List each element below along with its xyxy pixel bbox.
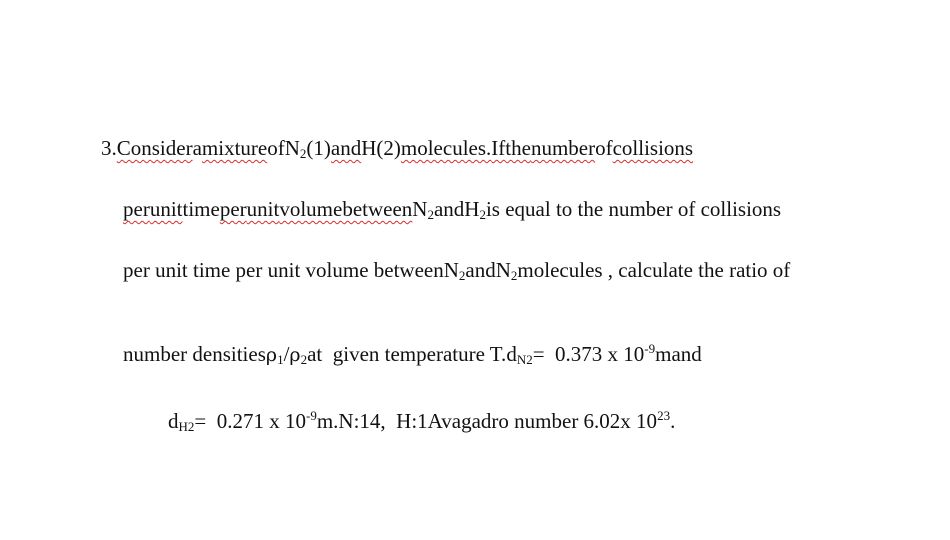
word-of: of bbox=[267, 136, 285, 160]
separator-dot: . bbox=[333, 409, 339, 433]
word-consider: Consider bbox=[116, 136, 193, 160]
word-and: and bbox=[433, 197, 465, 221]
line4-text-b: at given temperature T. bbox=[307, 342, 507, 366]
line4-text-a: number densities bbox=[123, 342, 266, 366]
formula-h2: $H_2$ bbox=[464, 197, 486, 222]
rho-2: $\rho_2$ bbox=[289, 344, 308, 367]
formula-n2: $N_2$ bbox=[412, 197, 434, 222]
word-between: between bbox=[342, 197, 413, 221]
question-line-3 bbox=[102, 231, 790, 309]
formula-n2: $N_2$ bbox=[443, 258, 466, 283]
word-molecules: molecules. bbox=[400, 136, 492, 160]
formula-h2: H(2) bbox=[361, 136, 401, 160]
line3-text-b: molecules , calculate the ratio of bbox=[517, 258, 791, 282]
word-if: If bbox=[491, 136, 506, 160]
rho-1: $\rho_1$ bbox=[265, 344, 284, 367]
word-and: and bbox=[330, 136, 362, 160]
diameter-h2: $d_{H2}$ bbox=[168, 409, 195, 434]
diameter-n2: $d_{N2}$ bbox=[506, 342, 533, 367]
word-collisions: collisions bbox=[612, 136, 694, 160]
word-unit: unit bbox=[149, 197, 183, 221]
word-the: the bbox=[505, 136, 531, 160]
word-unit-2: unit bbox=[246, 197, 280, 221]
line3-text-a: per unit time per unit volume between bbox=[123, 258, 444, 282]
word-number: number bbox=[530, 136, 596, 160]
ratio-slash: / bbox=[283, 342, 290, 366]
word-time: time bbox=[182, 197, 220, 221]
word-a: a bbox=[192, 136, 202, 160]
word-per: per bbox=[123, 197, 150, 221]
diameter-n2-value: = 0.373 x $10^{-9}m$ bbox=[532, 341, 672, 366]
word-per-2: per bbox=[219, 197, 247, 221]
word-and: and bbox=[671, 342, 702, 366]
question-number: 3. bbox=[101, 136, 117, 160]
question-line-5 bbox=[147, 382, 675, 460]
word-and: and bbox=[465, 258, 496, 282]
word-mixture: mixture bbox=[201, 136, 268, 160]
word-of-2: of bbox=[595, 136, 613, 160]
line2-rest: is equal to the number of collisions bbox=[485, 197, 782, 221]
avogadro-number: Avagadro number 6.02x $10^{23}$. bbox=[427, 408, 676, 433]
word-volume: volume bbox=[279, 197, 343, 221]
diameter-h2-value: = 0.271 x $10^{-9}m$ bbox=[194, 408, 334, 433]
atomic-masses: N:14, H:1 bbox=[338, 409, 428, 433]
label-1: (1) bbox=[306, 136, 331, 160]
formula-n2-second: $N_2$ bbox=[495, 258, 518, 283]
formula-n2: $N_2$ bbox=[284, 136, 307, 161]
